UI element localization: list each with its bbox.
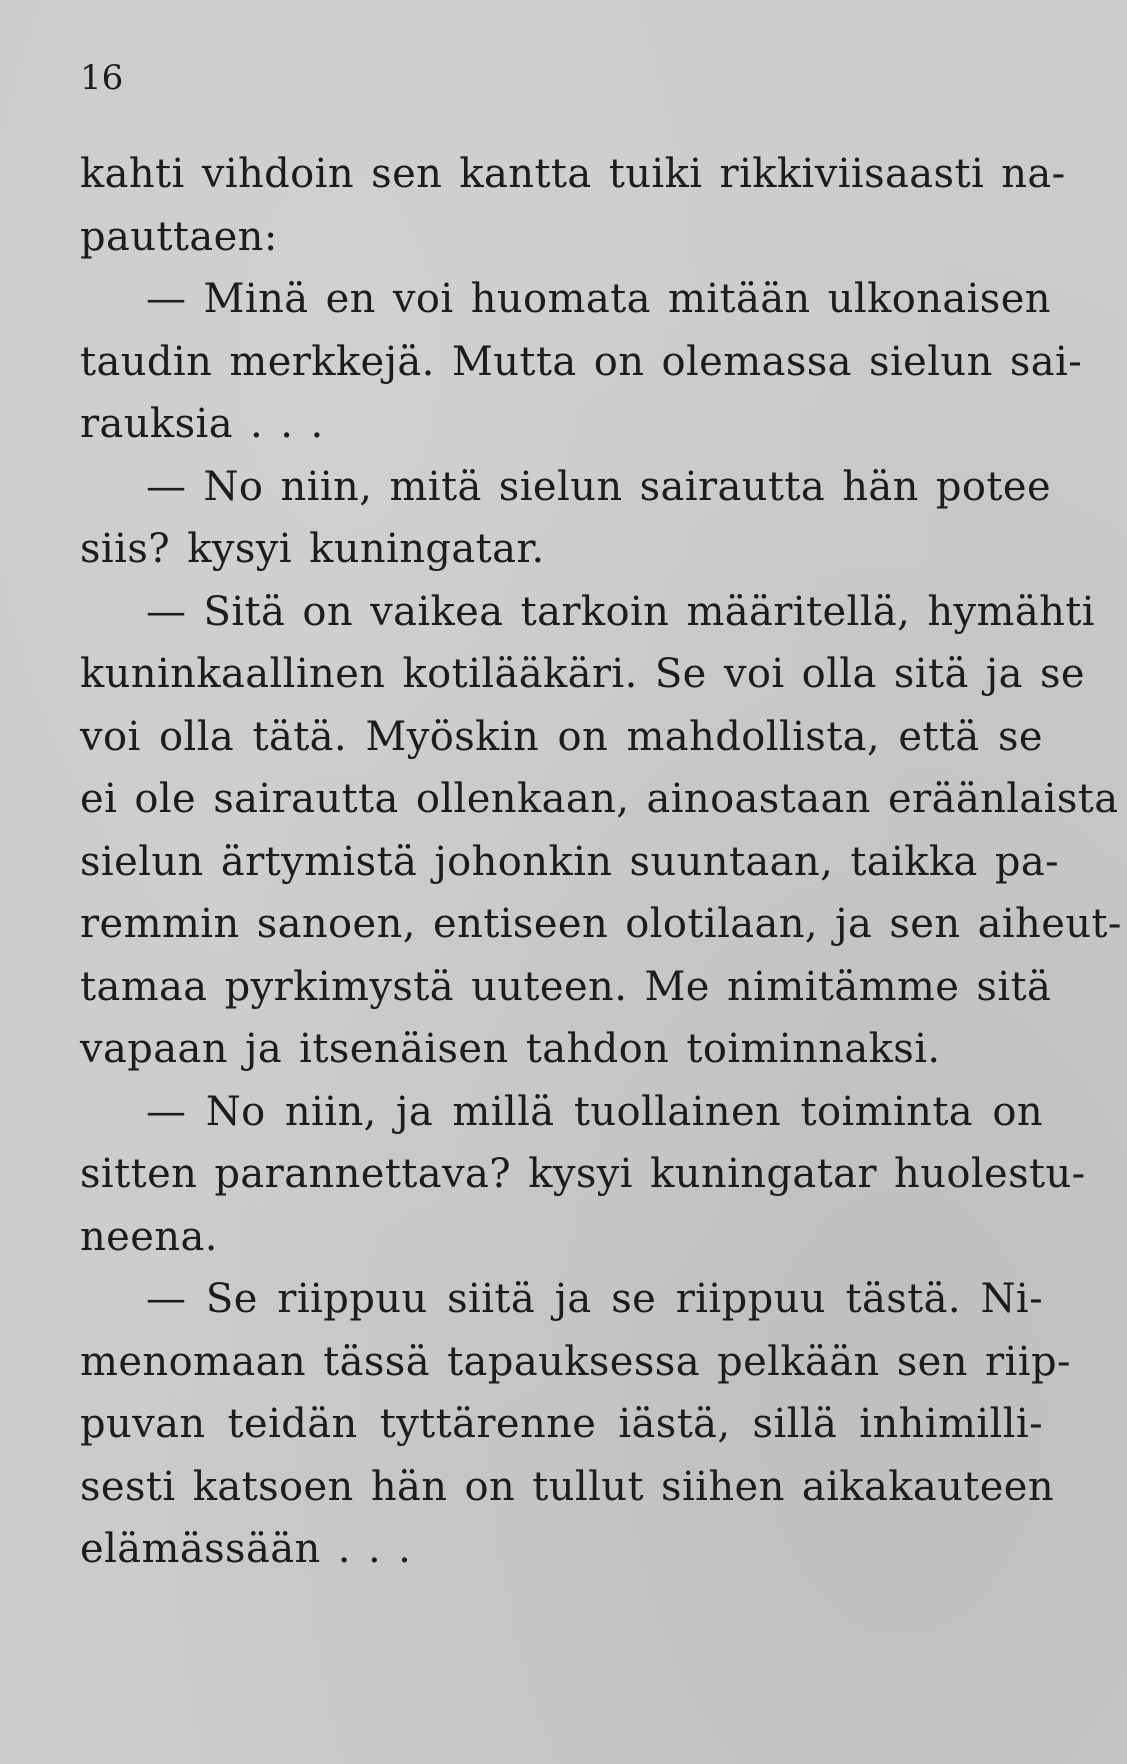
paragraph-6 bbox=[80, 1268, 1071, 1581]
text-line: pauttaen: bbox=[80, 213, 278, 260]
paragraph-5 bbox=[80, 1081, 1086, 1269]
paragraph-2 bbox=[80, 268, 1083, 456]
text-line: kahti vihdoin sen kantta tuiki rikkiviisaasti na- bbox=[80, 151, 1066, 197]
paragraph-3 bbox=[80, 456, 1052, 581]
text-line: puvan teidän tyttärenne iästä, sillä inhimilli- bbox=[80, 1401, 1043, 1447]
text-line: menomaan tässä tapauksessa pelkään sen riip- bbox=[80, 1338, 1071, 1385]
text-line: remmin sanoen, entiseen olotilaan, ja sen aiheut- bbox=[80, 901, 1122, 947]
text-line: — Minä en voi huomata mitään ulkonaisen bbox=[146, 276, 1051, 322]
text-line: taudin merkkejä. Mutta on olemassa sielun sai- bbox=[80, 338, 1083, 385]
paragraph-1 bbox=[80, 143, 1066, 268]
text-line: siis? kysyi kuningatar. bbox=[80, 526, 545, 572]
text-line: rauksia . . . bbox=[80, 401, 324, 447]
paragraph-4 bbox=[80, 581, 1122, 1081]
text-line: sielun ärtymistä johonkin suuntaan, taikka pa- bbox=[80, 838, 1060, 885]
text-line: voi olla tätä. Myöskin on mahdollista, että se bbox=[80, 713, 1043, 760]
text-line: — No niin, mitä sielun sairautta hän potee bbox=[146, 463, 1052, 510]
text-line: ei ole sairautta ollenkaan, ainoastaan eräänlaista bbox=[80, 776, 1119, 822]
page-number: 16 bbox=[80, 58, 124, 98]
body-text bbox=[80, 143, 1122, 1581]
text-line: sesti katsoen hän on tullut siihen aikakauteen bbox=[80, 1463, 1055, 1510]
text-line: — Se riippuu siitä ja se riippuu tästä. Ni- bbox=[146, 1276, 1043, 1322]
text-line: neena. bbox=[80, 1213, 218, 1260]
text-line: — No niin, ja millä tuollainen toiminta on bbox=[146, 1088, 1043, 1135]
text-line: — Sitä on vaikea tarkoin määritellä, hymähti bbox=[146, 588, 1095, 635]
text-line: tamaa pyrkimystä uuteen. Me nimitämme sitä bbox=[80, 963, 1052, 1010]
text-line: kuninkaallinen kotilääkäri. Se voi olla sitä ja se bbox=[80, 651, 1085, 697]
text-line: sitten parannettava? kysyi kuningatar huolestu- bbox=[80, 1151, 1086, 1197]
text-line: vapaan ja itsenäisen tahdon toiminnaksi. bbox=[80, 1026, 941, 1072]
text-line: elämässään . . . bbox=[80, 1526, 412, 1572]
